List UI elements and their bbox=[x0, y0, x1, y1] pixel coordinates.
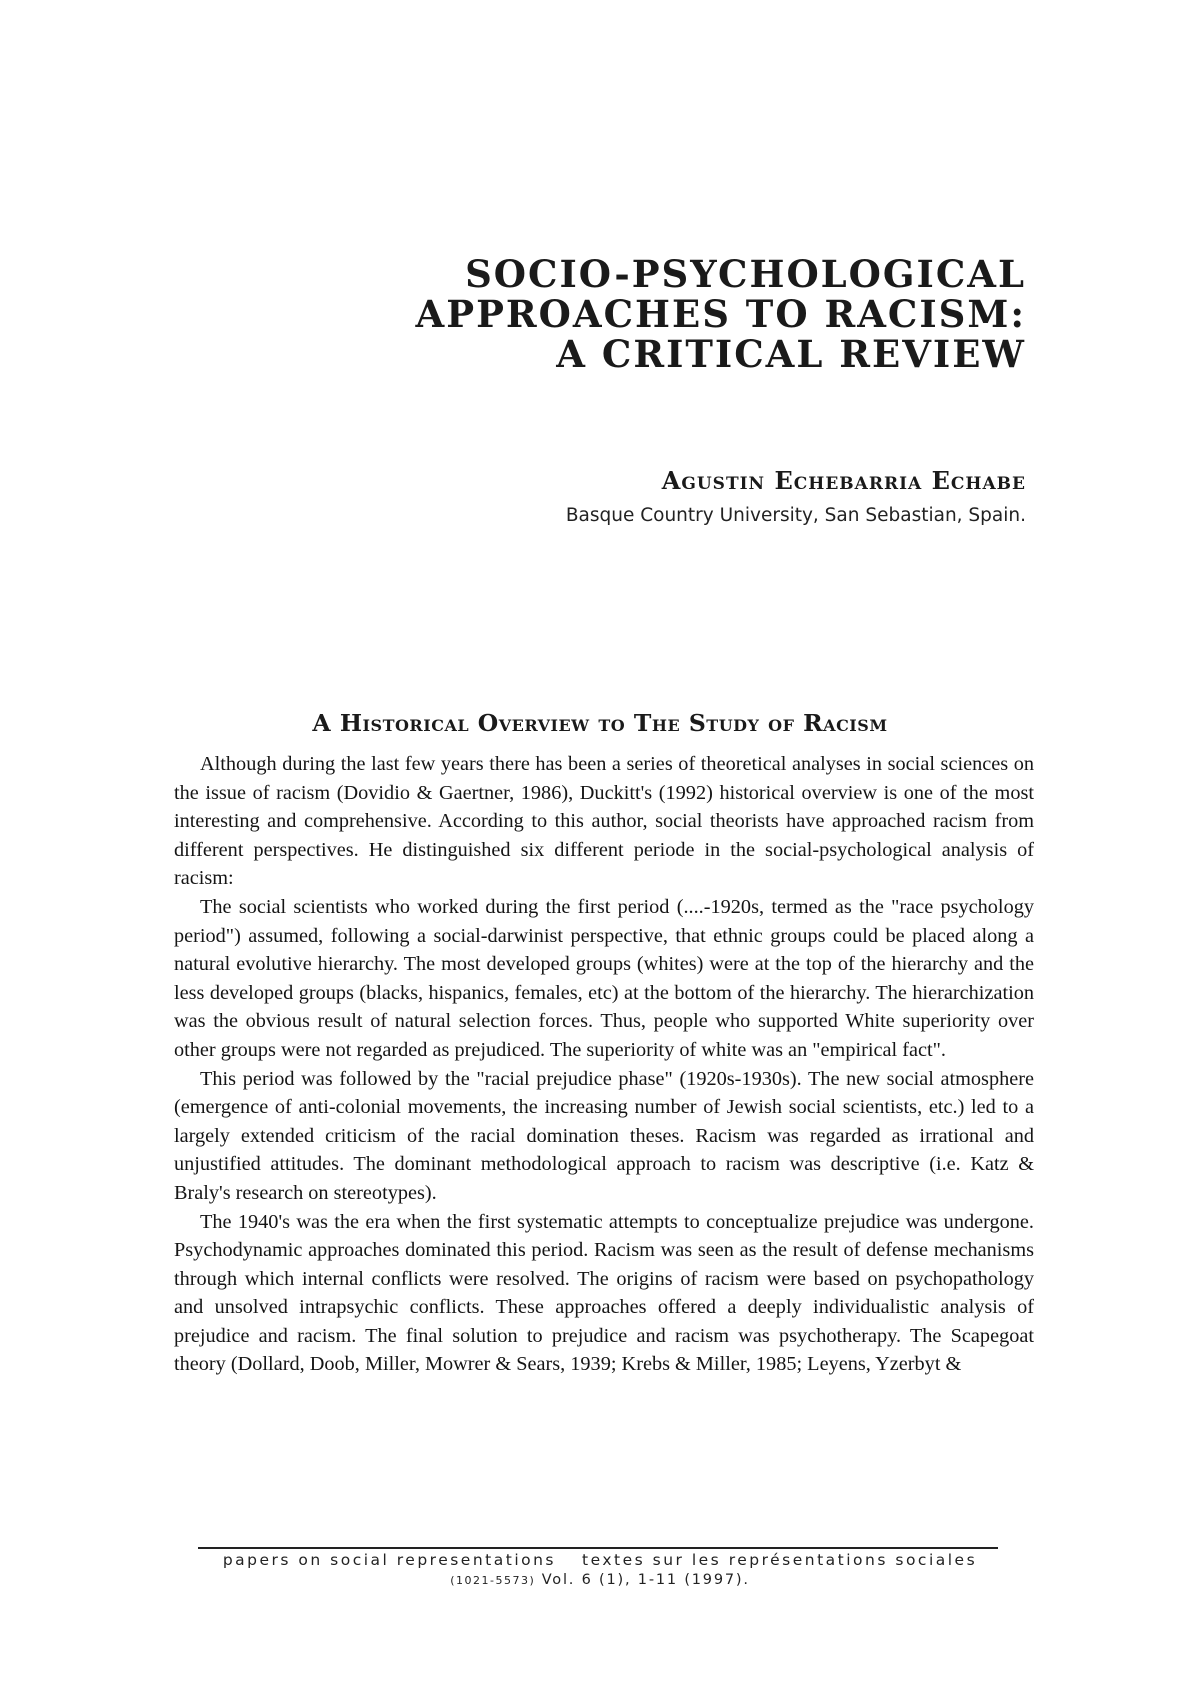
volume-citation: Vol. 6 (1), 1-11 (1997). bbox=[541, 1572, 750, 1588]
paragraph: The social scientists who worked during the first period (....-1920s, termed as the "race psychology period") assumed, following a social-darwinist perspective, that ethnic groups could be placed along a natural evolutive hierarchy. The most developed groups (whites) were at the top of the hierarchy and the less developed groups (blacks, hispanics, females, etc) at the bottom of the hierarchy. The hierarchization was the obvious result of natural selection forces. Thus, people who supported White superiority over other groups were not regarded as prejudiced. The superiority of white was an "empirical fact". bbox=[174, 895, 1034, 1061]
author-affiliation: Basque Country University, San Sebastian, Spain. bbox=[565, 505, 1026, 526]
title-line: APPROACHES TO RACISM: bbox=[415, 292, 1026, 336]
title-line: A CRITICAL REVIEW bbox=[556, 332, 1026, 376]
body-text bbox=[174, 750, 1034, 1379]
paper-title bbox=[126, 254, 1026, 374]
journal-name-english: papers on social representations bbox=[222, 1551, 557, 1569]
author-name: Agustin Echebarria Echabe bbox=[661, 466, 1026, 495]
author-block bbox=[326, 466, 1026, 530]
paragraph: The 1940's was the era when the first systematic attempts to conceptualize prejudice was undergone. Psychodynamic approaches dominated this period. Racism was seen as the result of defense mechanisms through which internal conflicts were resolved. The origins of racism were based on psychopathology and unsolved intrapsychic conflicts. These approaches offered a deeply individualistic analysis of prejudice and racism. The final solution to prejudice and racism was psychotherapy. The Scapegoat theory (Dollard, Doob, Miller, Mowrer & Sears, 1939; Krebs & Miller, 1985; Leyens, Yzerbyt & bbox=[174, 1210, 1034, 1376]
paragraph: This period was followed by the "racial prejudice phase" (1920s-1930s). The new social atmosphere (emergence of anti-colonial movements, the increasing number of Jewish social scientists, etc.) led to a largely extended criticism of the racial domination theses. Racism was regarded as irrational and unjustified attitudes. The dominant methodological approach to racism was descriptive (i.e. Katz & Braly's research on stereotypes). bbox=[174, 1067, 1034, 1204]
paragraph: Although during the last few years there has been a series of theoretical analyses in social sciences on the issue of racism (Dovidio & Gaertner, 1986), Duckitt's (1992) historical overview is one of the most interesting and comprehensive. According to this author, social theorists have approached racism from different perspectives. He distinguished six different periode in the social-psychological analysis of racism: bbox=[174, 753, 1034, 890]
journal-names bbox=[174, 1550, 1026, 1570]
journal-name-french: textes sur les représentations sociales bbox=[582, 1551, 978, 1569]
title-line: SOCIO-PSYCHOLOGICAL bbox=[465, 252, 1026, 296]
footer-divider bbox=[198, 1547, 998, 1549]
issn: (1021-5573) bbox=[450, 1574, 536, 1587]
citation bbox=[174, 1570, 1026, 1591]
section-heading: A Historical Overview to The Study of Racism bbox=[312, 709, 888, 737]
footer bbox=[174, 1550, 1026, 1591]
